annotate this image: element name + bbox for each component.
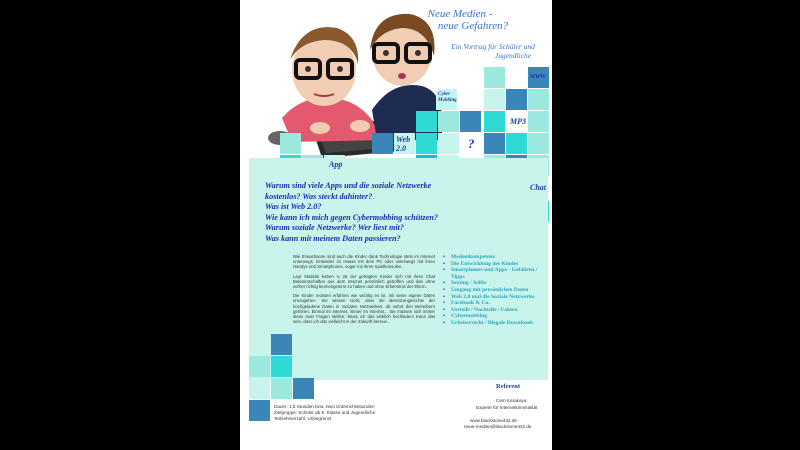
topic-item <box>443 280 549 287</box>
referent-name: Cem Karakaya <box>496 398 527 403</box>
grid-square <box>271 334 292 355</box>
title-line-1: Neue Medien - <box>427 8 493 20</box>
title-line-2: neue Gefahren? <box>437 20 509 32</box>
tile-label-www: www <box>530 71 547 80</box>
tile-label-chat: Chat <box>530 183 547 192</box>
tile-label-mp3: MP3 <box>510 117 526 126</box>
grid-square <box>249 378 270 399</box>
web-line-2: 2.0 <box>396 144 406 153</box>
grid-square <box>528 89 549 110</box>
grid-square <box>416 111 437 132</box>
bullet-icon: • <box>443 300 445 307</box>
body-paragraph: Laut Statistik haben ¾ 26 der gefragten Kinder sich mit ihren Chat Bekanntschaften aus dem Internet persönlich getroffen und das ohne vorher richtig kennengelernt zu haben und ohne Erkenntnis der Eltern. <box>293 273 435 290</box>
grid-square <box>271 356 292 377</box>
question-line: Warum sind viele Apps und die soziale Netzwerke <box>265 181 432 190</box>
referent-email[interactable]: neue-medien@blackstone432.de <box>464 424 532 429</box>
grid-square <box>249 400 270 421</box>
topic-item <box>443 313 549 320</box>
subtitle-line-2: Jugendliche <box>494 51 532 60</box>
bullet-icon: • <box>443 313 445 320</box>
grid-square <box>249 356 270 377</box>
topic-item <box>443 307 549 314</box>
body-text <box>293 254 435 328</box>
bullet-icon: • <box>443 280 445 287</box>
bullet-icon: • <box>443 260 445 267</box>
bullet-icon: • <box>443 306 445 313</box>
grid-square <box>438 111 459 132</box>
body-paragraph: Die Kinder müssen erfahren wie wichtig es ist, mit seine eigene Daten umzugehen. Sie wissen nicht, dass die Benutzungsrechte der hochgeladene Daten in sozialen Netzwerken, ab sofort den Betreibern gehören. Einmal im Internet, immer im Internet... Sie müssen sich immer diese zwei Fragen stellen: Muss ich das wirklich hochladen! Kann das sein, dass ich das vielleicht in der Zukunft bereue... <box>293 293 435 325</box>
grid-square <box>460 111 481 132</box>
topic-label: Die Entwicklung des Kindes <box>451 260 519 267</box>
topic-label: Urheberrecht / Illegale Downloads <box>451 319 534 326</box>
topic-label: Smartphones und Apps - Gefahren / Tipps <box>451 267 538 280</box>
topic-item <box>443 261 549 268</box>
topic-label: Cybermobbing <box>451 313 488 320</box>
grid-square <box>280 133 301 154</box>
bullet-icon: • <box>443 293 445 300</box>
tile-label-app: App <box>329 160 343 169</box>
topic-list <box>443 254 549 327</box>
tile-label-cybermobbing <box>438 92 457 104</box>
grid-square <box>271 378 292 399</box>
grid-square <box>438 133 459 154</box>
grid-square <box>372 133 393 154</box>
grid-square <box>528 111 549 132</box>
grid-square <box>484 89 505 110</box>
detail-audience: Zielgruppe: Schüler ab 5. Klasse und Jugendliche <box>274 410 376 415</box>
flyer-subtitle <box>436 42 550 60</box>
topic-label: Facebook & Co. <box>451 300 490 307</box>
question-line: Wie kann ich mich gegen Cybermobbing schützen? <box>265 213 439 222</box>
grid-square <box>416 133 437 154</box>
topic-label: Vorteile / Nachteile / Fakten <box>451 306 518 313</box>
subtitle-line-1: Ein Vortrag für Schüler und <box>451 42 535 51</box>
tile-label-web20 <box>396 135 410 153</box>
web-line-1: Web <box>396 135 411 144</box>
topic-item <box>443 287 549 294</box>
referent-website[interactable]: www.blackstone432.de <box>470 418 517 423</box>
flyer-title <box>400 8 520 32</box>
grid-square <box>484 133 505 154</box>
cyber-line-1: Cyber <box>438 92 451 97</box>
topic-item <box>443 267 549 280</box>
grid-square <box>293 378 314 399</box>
detail-participants: Teilnehmerzahl: Unbegrenzt <box>274 416 332 421</box>
body-paragraph: Wie Erwachsene sind auch die Kinder dank Technologie stets im Internet unterwegs. Entweder zu Hause mit dem PC oder unterwegs mit ihren Handys und Smartphones, sogar mit ihren Spielkonsolen. <box>293 254 435 270</box>
referent-heading: Referent <box>496 383 521 390</box>
bullet-icon: • <box>443 319 445 326</box>
topic-label: Medienkompetenz <box>451 254 496 260</box>
grid-square <box>484 111 505 132</box>
topic-label: Umgang mit persönlichen Daten <box>451 286 529 293</box>
detail-duration: Dauer: 1,5 Stunden bzw. zwei Unterrichtsstunden <box>274 404 375 409</box>
grid-square <box>484 67 505 88</box>
question-line: Was kann mit meinem Daten passieren? <box>265 234 401 243</box>
topic-label: Sexting / Selfie <box>451 280 487 287</box>
grid-square <box>528 133 549 154</box>
cyber-line-2: Mobbing <box>438 98 457 103</box>
question-line: Was ist Web 2.0? <box>265 202 322 211</box>
bullet-icon: • <box>443 286 445 293</box>
bullet-icon: • <box>443 267 445 274</box>
topic-item <box>443 300 549 307</box>
grid-square <box>506 133 527 154</box>
tile-label-question: ? <box>468 136 475 151</box>
grid-square <box>506 89 527 110</box>
topic-item <box>443 320 549 327</box>
referent-role: Experte für Internetkriminalität <box>476 405 538 410</box>
topic-item <box>443 254 549 261</box>
question-line: kostenlos? Was steckt dahinter? <box>265 192 373 201</box>
topic-item <box>443 294 549 301</box>
topic-label: Web 2.0 und die Soziale Netzwerke <box>451 293 535 300</box>
bullet-icon: • <box>443 254 445 260</box>
flyer-page <box>240 0 552 450</box>
question-line: Warum soziale Netzwerke? Wer liest mit? <box>265 223 404 232</box>
